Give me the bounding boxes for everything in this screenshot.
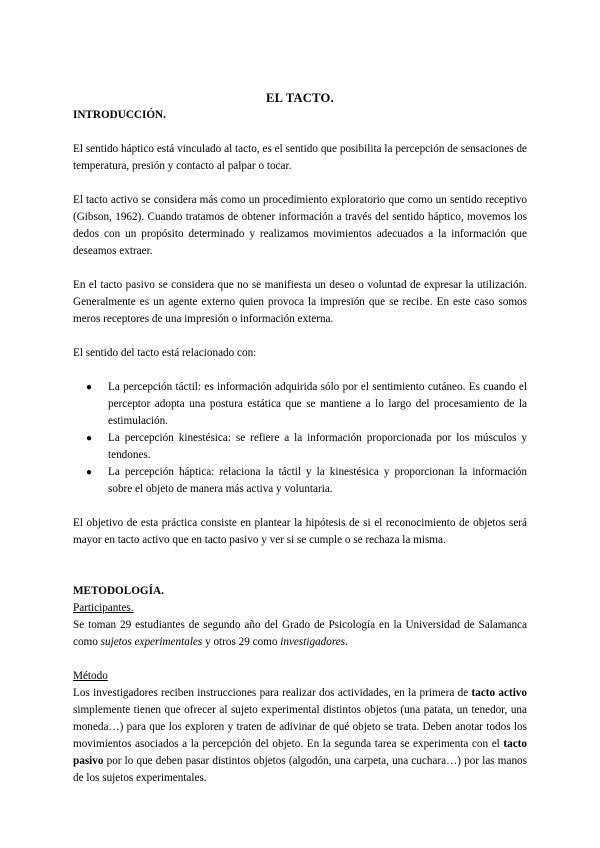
bullet-icon: ● — [86, 433, 93, 444]
list-item: ● La percepción táctil: es información adquirida sólo por el sentimiento cutáneo. Es cuando el perceptor adopta una postura estática que se mantiene a lo largo del procesamiento de la estimulación. — [86, 381, 527, 427]
intro-paragraph-1: El sentido háptico está vinculado al tacto, es el sentido que posibilita la percepción de sensaciones de temperatura, presión y contacto al palpar o tocar. — [73, 143, 527, 172]
sense-list — [73, 379, 527, 498]
intro-paragraph-4: El sentido del tacto está relacionado con: — [73, 347, 257, 359]
participants-paragraph: Se toman 29 estudiantes de segundo año del Grado de Psicología en la Universidad de Salamanca como sujetos experimentales y otros 29 como investigadores. — [73, 619, 527, 648]
method-subheading: Método — [73, 670, 108, 682]
intro-paragraph-2: El tacto activo se considera más como un procedimiento exploratorio que como un sentido receptivo (Gibson, 1962). Cuando tratamos de obtener información a través del sentido háptico, movemos los dedos con un propósito determinado y realizamos movimientos adecuados a la información que deseamos extraer. — [73, 194, 527, 257]
list-item: ● La percepción háptica: relaciona la táctil y la kinestésica y proporcionan la información sobre el objeto de manera más activa y voluntaria. — [86, 466, 527, 495]
intro-paragraph-5: El objetivo de esta práctica consiste en plantear la hipótesis de si el reconocimiento de objetos será mayor en tacto activo que en tacto pasivo y ver si se cumple o se rechaza la misma. — [73, 517, 527, 546]
intro-heading: INTRODUCCIÓN. — [73, 109, 166, 121]
method-heading: METODOLOGÍA. — [73, 585, 164, 597]
participants-subheading: Participantes. — [73, 602, 134, 614]
bullet-icon: ● — [86, 382, 93, 393]
method-paragraph: Los investigadores reciben instrucciones para realizar dos actividades, en la primera de tacto activo simplemente tienen que ofrecer al sujeto experimental distintos objetos (una patata, un tenedor, una moneda…) para que los exploren y traten de adivinar de qué objeto se trata. Deben anotar todos los movimientos asociados a la percepción del objeto. En la segunda tarea se experimenta con el tacto pasivo por lo que deben pasar distintos objetos (algodón, una carpeta, una cuchara…) por las manos de los sujetos experimentales. — [73, 687, 527, 784]
bullet-icon: ● — [86, 467, 93, 478]
intro-paragraph-3: En el tacto pasivo se considera que no se manifiesta un deseo o voluntad de expresar la utilización. Generalmente es un agente externo quien provoca la impresión que se recibe. En este caso somos meros receptores de una impresión o información externa. — [73, 279, 527, 325]
page-title: EL TACTO. — [265, 91, 334, 105]
list-item: ● La percepción kinestésica: se refiere a la información proporcionada por los músculos y tendones. — [86, 432, 527, 461]
